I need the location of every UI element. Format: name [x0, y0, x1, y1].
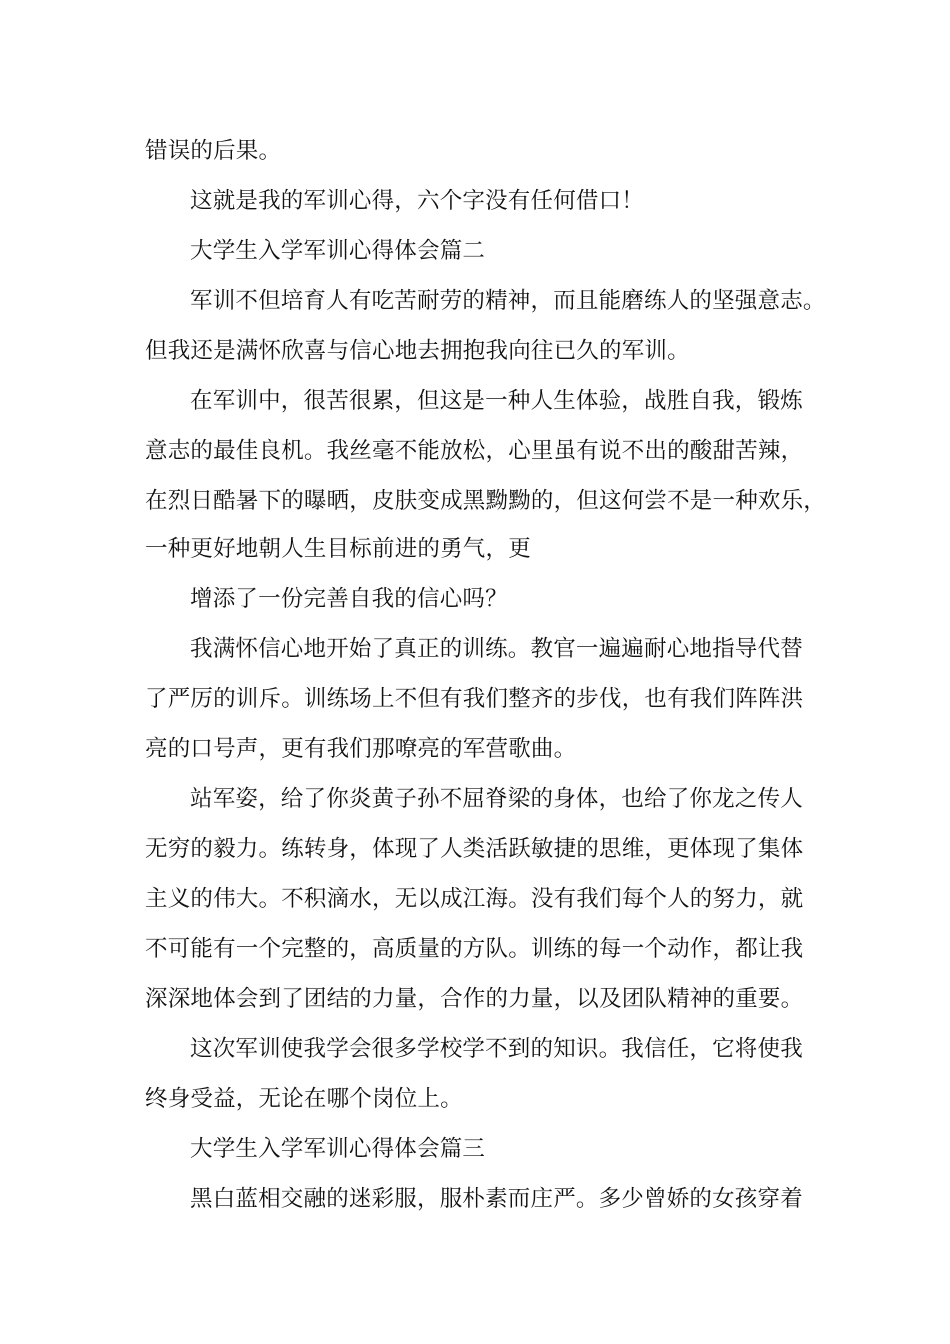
text-line: 无穷的毅力。练转身，体现了人类活跃敏捷的思维，更体现了集体	[145, 836, 804, 862]
text-line: 深深地体会到了团结的力量，合作的力量，以及团队精神的重要。	[145, 986, 804, 1012]
section-heading: 大学生入学军训心得体会篇二	[190, 238, 486, 264]
text-line: 错误的后果。	[145, 138, 282, 164]
text-line: 意志的最佳良机。我丝毫不能放松，心里虽有说不出的酸甜苦辣，	[145, 438, 804, 464]
text-line: 终身受益，无论在哪个岗位上。	[145, 1086, 463, 1112]
text-line: 不可能有一个完整的，高质量的方队。训练的每一个动作，都让我	[145, 936, 804, 962]
text-line: 主义的伟大。不积滴水，无以成江海。没有我们每个人的努力，就	[145, 886, 804, 912]
text-line: 一种更好地朝人生目标前进的勇气，更	[145, 536, 531, 562]
text-line: 但我还是满怀欣喜与信心地去拥抱我向往已久的军训。	[145, 338, 690, 364]
text-line: 在烈日酷暑下的曝晒，皮肤变成黑黝黝的，但这何尝不是一种欢乐，	[145, 488, 827, 514]
text-line: 我满怀信心地开始了真正的训练。教官一遍遍耐心地指导代替	[190, 636, 803, 662]
section-heading: 大学生入学军训心得体会篇三	[190, 1136, 486, 1162]
text-line: 了严厉的训斥。训练场上不但有我们整齐的步伐，也有我们阵阵洪	[145, 686, 804, 712]
text-line: 军训不但培育人有吃苦耐劳的精神，而且能磨练人的坚强意志。	[190, 288, 826, 314]
text-line: 亮的口号声，更有我们那嘹亮的军营歌曲。	[145, 736, 577, 762]
text-line: 黑白蓝相交融的迷彩服，服朴素而庄严。多少曾娇的女孩穿着	[190, 1186, 803, 1212]
text-line: 这就是我的军训心得，六个字没有任何借口！	[190, 188, 645, 214]
text-line: 这次军训使我学会很多学校学不到的知识。我信任，它将使我	[190, 1036, 803, 1062]
text-line: 站军姿，给了你炎黄子孙不屈脊梁的身体，也给了你龙之传人	[190, 786, 803, 812]
text-line: 增添了一份完善自我的信心吗？	[190, 586, 508, 612]
text-line: 在军训中，很苦很累，但这是一种人生体验，战胜自我，锻炼	[190, 388, 803, 414]
